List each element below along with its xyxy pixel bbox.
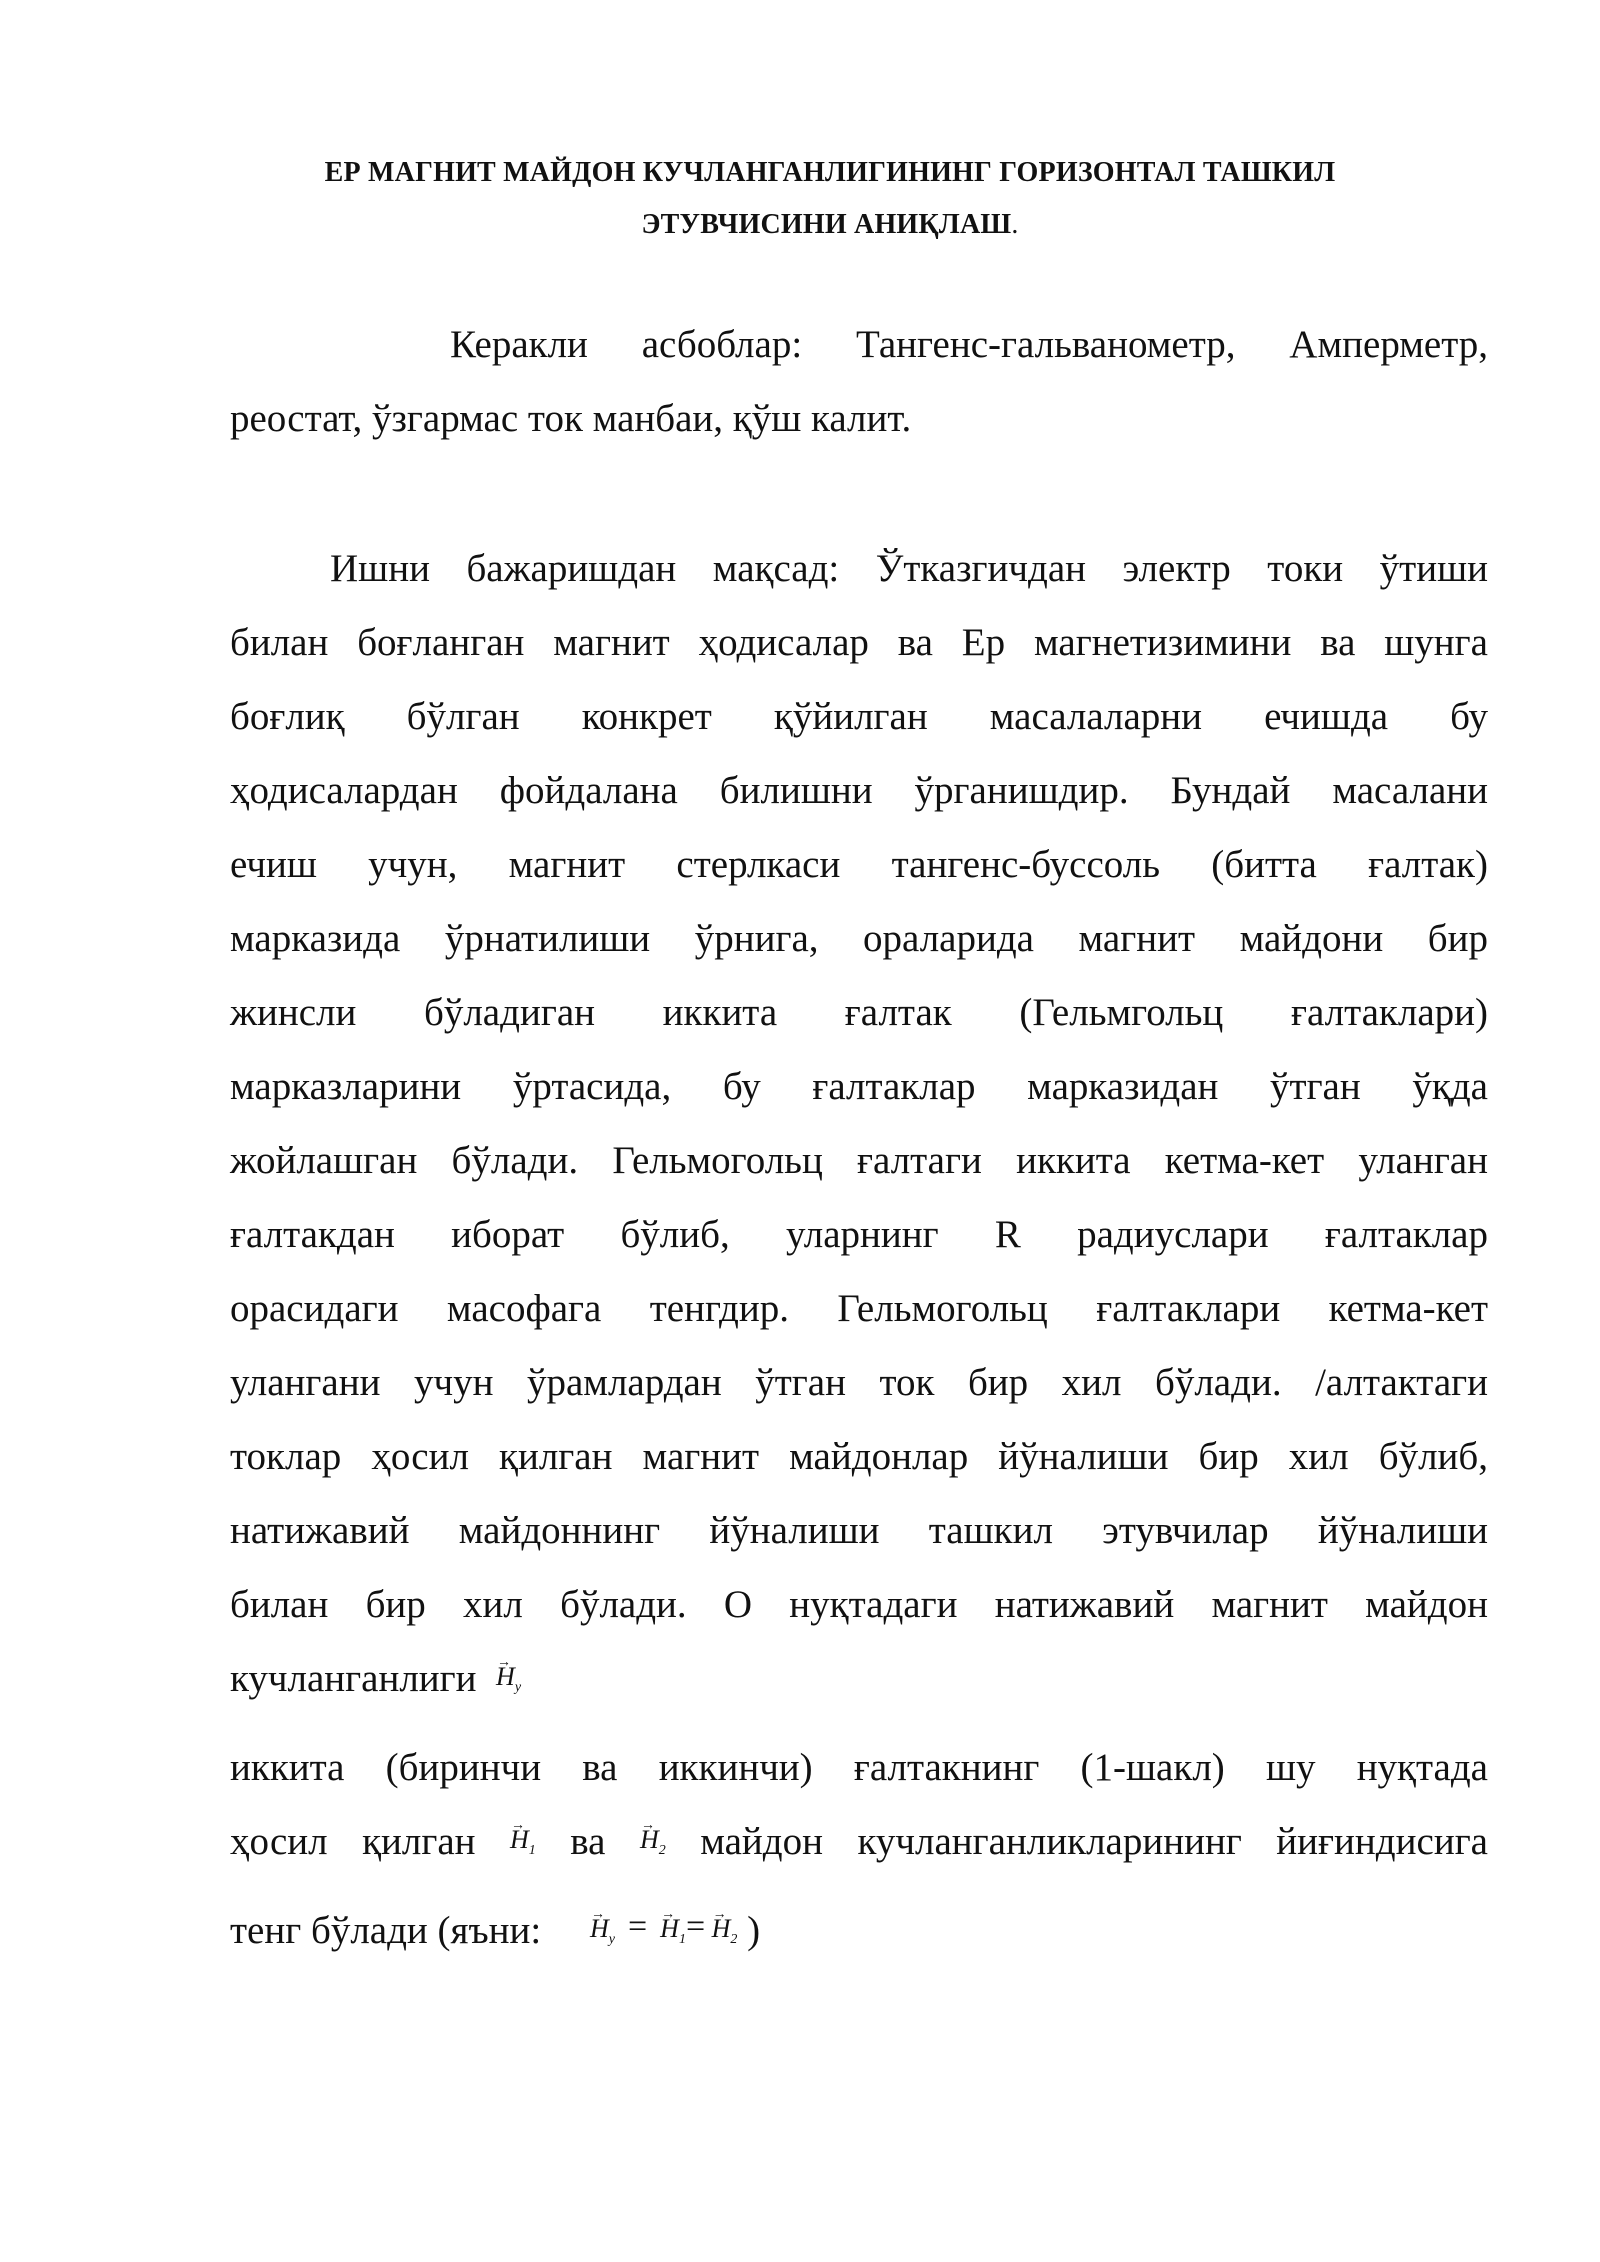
purpose-line: марказида ўрнатилиши ўрнига, ораларида магнит майдони бир	[230, 917, 1488, 960]
equipment-line-1: Керакли асбоблар: Тангенс-гальванометр, Амперметр,	[450, 323, 1488, 366]
subscript-y: у	[514, 1680, 522, 1696]
purpose-line: билан боғланган магнит ҳодисалар ва Ер магнетизимини ва шунга	[230, 621, 1488, 664]
purpose-line-hy	[230, 1642, 1488, 1731]
subscript-2: 2	[730, 1932, 738, 1948]
title-line-2	[230, 199, 1430, 251]
purpose-line-coils: иккита (биринчи ва иккинчи) ғалтакнинг (1-шакл) шу нуқтада	[230, 1746, 1488, 1790]
purpose-line: марказларини ўртасида, бу ғалтаклар марказидан ўтган ўқда	[230, 1065, 1488, 1108]
formula-h1	[510, 1825, 536, 1859]
formula-hy	[496, 1662, 522, 1696]
eq-pre: тенг бўлади (яъни:	[230, 1909, 542, 1953]
equals-sign: =	[627, 1908, 648, 1946]
subscript-1: 1	[528, 1843, 536, 1859]
eq-post: )	[747, 1909, 761, 1953]
purpose-line-sum	[230, 1805, 1488, 1894]
purpose-line: натижавий майдоннинг йўналиши ташкил этувчилар йўналиши	[230, 1509, 1488, 1552]
equipment-line-2: реостат, ўзгармас ток манбаи, қўш калит.	[230, 397, 912, 440]
title-line-1: ЕР МАГНИТ МАЙДОН КУЧЛАНГАНЛИГИНИНГ ГОРИЗОНТАЛ ТАШКИЛ	[324, 157, 1336, 188]
purpose-line: боғлиқ бўлган конкрет қўйилган масалаларни ечишда бу	[230, 695, 1488, 738]
purpose-line: ечиш учун, магнит стерлкаси тангенс-буссоль (битта ғалтак)	[230, 843, 1488, 886]
purpose-line: ҳодисалардан фойдалана билишни ўрганишдир. Бундай масалани	[230, 769, 1488, 812]
formula-hy	[589, 1908, 738, 1948]
purpose-line: Ишни бажаришдан мақсад: Ўтказгичдан электр токи ўтиши	[330, 547, 1488, 590]
hy-label: кучланганлиги	[230, 1657, 477, 1700]
equipment-paragraph	[230, 308, 1488, 456]
purpose-line: улангани учун ўрамлардан ўтган ток бир хил бўлади. /алтактаги	[230, 1361, 1488, 1404]
equals-sign: =	[685, 1908, 706, 1946]
purpose-paragraph	[230, 532, 1488, 1984]
sum-post: майдон кучланганликларининг йиғиндисига	[700, 1820, 1488, 1864]
purpose-line-equation	[230, 1894, 1488, 1983]
vector-h: → H	[510, 1803, 529, 1877]
purpose-line: орасидаги масофага тенгдир. Гельмогольц ғалтаклари кетма-кет	[230, 1287, 1488, 1330]
purpose-line: жинсли бўладиган иккита ғалтак (Гельмгольц ғалтаклари)	[230, 991, 1488, 1034]
sum-mid: ва	[570, 1820, 606, 1864]
title-period: .	[1011, 209, 1019, 240]
document-title	[230, 147, 1430, 251]
purpose-line: токлар ҳосил қилган магнит майдонлар йўналиши бир хил бўлиб,	[230, 1435, 1488, 1478]
subscript-2: 2	[658, 1843, 666, 1859]
sum-pre: ҳосил қилган	[230, 1820, 476, 1864]
vector-h: → H	[496, 1640, 515, 1714]
vector-h: → H	[640, 1803, 659, 1877]
vector-h: → H	[590, 1892, 609, 1966]
purpose-line: ғалтакдан иборат бўлиб, уларнинг R радиуслари ғалтаклар	[230, 1213, 1488, 1256]
formula-h2	[639, 1825, 666, 1859]
vector-h: → H	[712, 1892, 731, 1966]
vector-h: → H	[660, 1892, 679, 1966]
subscript-y: у	[608, 1932, 615, 1948]
title-line-2-text: ЭТУВЧИСИНИ АНИҚЛАШ	[641, 209, 1012, 240]
purpose-line: билан бир хил бўлади. О нуқтадаги натижавий магнит майдон	[230, 1583, 1488, 1626]
subscript-1: 1	[678, 1932, 686, 1948]
purpose-line: жойлашган бўлади. Гельмогольц ғалтаги иккита кетма-кет уланган	[230, 1139, 1488, 1182]
